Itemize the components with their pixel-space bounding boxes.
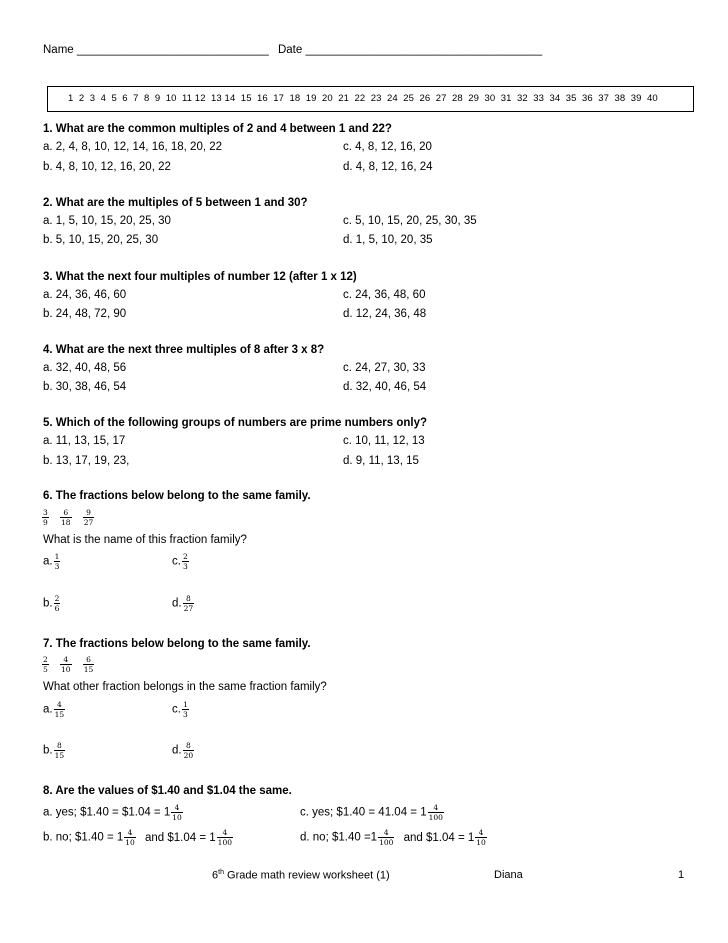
- fraction: $\frac{2}{5}$: [43, 655, 48, 674]
- fraction: $\frac{2}{3}$: [182, 552, 188, 571]
- fraction: $\frac{6}{15}$: [83, 655, 94, 674]
- q7-option-c[interactable]: c. $\frac{1}{3}$: [172, 700, 188, 719]
- q8-option-a[interactable]: a. yes; $1.40 = $1.04 = 1 $\frac{4}{10}$: [43, 803, 182, 822]
- fraction: $\frac{4}{100}$: [428, 803, 443, 822]
- q4-option-c[interactable]: c. 24, 27, 30, 33: [343, 362, 426, 374]
- q5-option-b[interactable]: b. 13, 17, 19, 23,: [43, 455, 130, 467]
- fraction: $\frac{8}{15}$: [54, 741, 65, 760]
- question-8: 8. Are the values of $1.40 and $1.04 the same.: [43, 785, 292, 797]
- fraction: $\frac{4}{100}$: [379, 828, 394, 847]
- question-1: 1. What are the common multiples of 2 and 4 between 1 and 22?: [43, 123, 392, 135]
- q5-option-c[interactable]: c. 10, 11, 12, 13: [343, 435, 425, 447]
- date-label: Date: [277, 44, 303, 56]
- q6-option-c[interactable]: c. $\frac{2}{3}$: [172, 552, 188, 571]
- name-date-line: [43, 44, 542, 56]
- question-numbers: 1 2 3 4 5 6 7 8 9 10 11 12 13 14 15 16 17 18 19 20 21 22 23 24 25 26 27 28 29 30 31 32 33 34 35 36 37 38 39 40: [68, 93, 658, 104]
- q3-option-c[interactable]: c. 24, 36, 48, 60: [343, 289, 426, 301]
- q8-option-b[interactable]: b. no; $1.40 = 1 $\frac{4}{10}$ and $1.04 = 1 $\frac{4}{100}$: [43, 828, 232, 847]
- q4-option-a[interactable]: a. 32, 40, 48, 56: [43, 362, 127, 374]
- q6-subquestion: What is the name of this fraction family?: [43, 534, 247, 546]
- fraction: $\frac{8}{20}$: [183, 741, 194, 760]
- fraction: $\frac{9}{27}$: [83, 508, 94, 527]
- fraction: $\frac{2}{6}$: [54, 594, 60, 613]
- fraction: $\frac{1}{3}$: [54, 552, 60, 571]
- question-3: 3. What the next four multiples of number 12 (after 1 x 12): [43, 271, 357, 283]
- footer-title: 6th Grade math review worksheet (1): [212, 869, 390, 882]
- page-number: 1: [678, 869, 685, 881]
- question-4: 4. What are the next three multiples of 8 after 3 x 8?: [43, 344, 325, 356]
- q3-option-d[interactable]: d. 12, 24, 36, 48: [343, 308, 427, 320]
- q1-option-c[interactable]: c. 4, 8, 12, 16, 20: [343, 141, 432, 153]
- fraction: $\frac{4}{10}$: [172, 803, 182, 822]
- question-number-box: [47, 86, 694, 112]
- q2-option-b[interactable]: b. 5, 10, 15, 20, 25, 30: [43, 234, 159, 246]
- question-5: 5. Which of the following groups of numbers are prime numbers only?: [43, 417, 427, 429]
- q1-option-a[interactable]: a. 2, 4, 8, 10, 12, 14, 16, 18, 20, 22: [43, 141, 223, 153]
- q7-option-a[interactable]: a. $\frac{4}{15}$: [43, 700, 65, 719]
- q3-option-b[interactable]: b. 24, 48, 72, 90: [43, 308, 127, 320]
- q8-option-d[interactable]: d. no; $1.40 =1 $\frac{4}{100}$ and $1.04 = 1 $\frac{4}{10}$: [300, 828, 486, 847]
- q7-option-d[interactable]: d. $\frac{8}{20}$: [172, 741, 194, 760]
- fraction: $\frac{4}{10}$: [476, 828, 486, 847]
- q4-option-b[interactable]: b. 30, 38, 46, 54: [43, 381, 127, 393]
- q8-option-c[interactable]: c. yes; $1.40 = 41.04 = 1 $\frac{4}{100}$: [300, 803, 443, 822]
- date-field[interactable]: _____________________________________: [305, 44, 543, 56]
- q1-option-b[interactable]: b. 4, 8, 10, 12, 16, 20, 22: [43, 161, 171, 173]
- q6-fraction-family: [41, 508, 101, 527]
- name-label: Name: [43, 44, 74, 56]
- footer-author: Diana: [494, 869, 523, 881]
- fraction: $\frac{4}{10}$: [125, 828, 135, 847]
- question-6: 6. The fractions below belong to the same family.: [43, 490, 311, 502]
- fraction: $\frac{4}{100}$: [217, 828, 232, 847]
- fraction: $\frac{4}{15}$: [54, 700, 65, 719]
- q2-option-a[interactable]: a. 1, 5, 10, 15, 20, 25, 30: [43, 215, 171, 227]
- q3-option-a[interactable]: a. 24, 36, 46, 60: [43, 289, 127, 301]
- q7-subquestion: What other fraction belongs in the same fraction family?: [43, 681, 327, 693]
- fraction: $\frac{8}{27}$: [183, 594, 194, 613]
- question-7: 7. The fractions below belong to the same family.: [43, 638, 311, 650]
- q7-fraction-family: [41, 655, 101, 674]
- q7-option-b[interactable]: b. $\frac{8}{15}$: [43, 741, 65, 760]
- q6-option-a[interactable]: a. $\frac{1}{3}$: [43, 552, 60, 571]
- fraction: $\frac{1}{3}$: [182, 700, 188, 719]
- q6-option-d[interactable]: d. $\frac{8}{27}$: [172, 594, 194, 613]
- q5-option-d[interactable]: d. 9, 11, 13, 15: [343, 455, 419, 467]
- q4-option-d[interactable]: d. 32, 40, 46, 54: [343, 381, 427, 393]
- q2-option-d[interactable]: d. 1, 5, 10, 20, 35: [343, 234, 433, 246]
- name-field[interactable]: ______________________________: [76, 44, 269, 56]
- q1-option-d[interactable]: d. 4, 8, 12, 16, 24: [343, 161, 433, 173]
- question-2: 2. What are the multiples of 5 between 1 and 30?: [43, 197, 308, 209]
- fraction: $\frac{6}{18}$: [60, 508, 71, 527]
- fraction: $\frac{3}{9}$: [43, 508, 48, 527]
- q2-option-c[interactable]: c. 5, 10, 15, 20, 25, 30, 35: [343, 215, 477, 227]
- q6-option-b[interactable]: b. $\frac{2}{6}$: [43, 594, 60, 613]
- fraction: $\frac{4}{10}$: [60, 655, 71, 674]
- q5-option-a[interactable]: a. 11, 13, 15, 17: [43, 435, 126, 447]
